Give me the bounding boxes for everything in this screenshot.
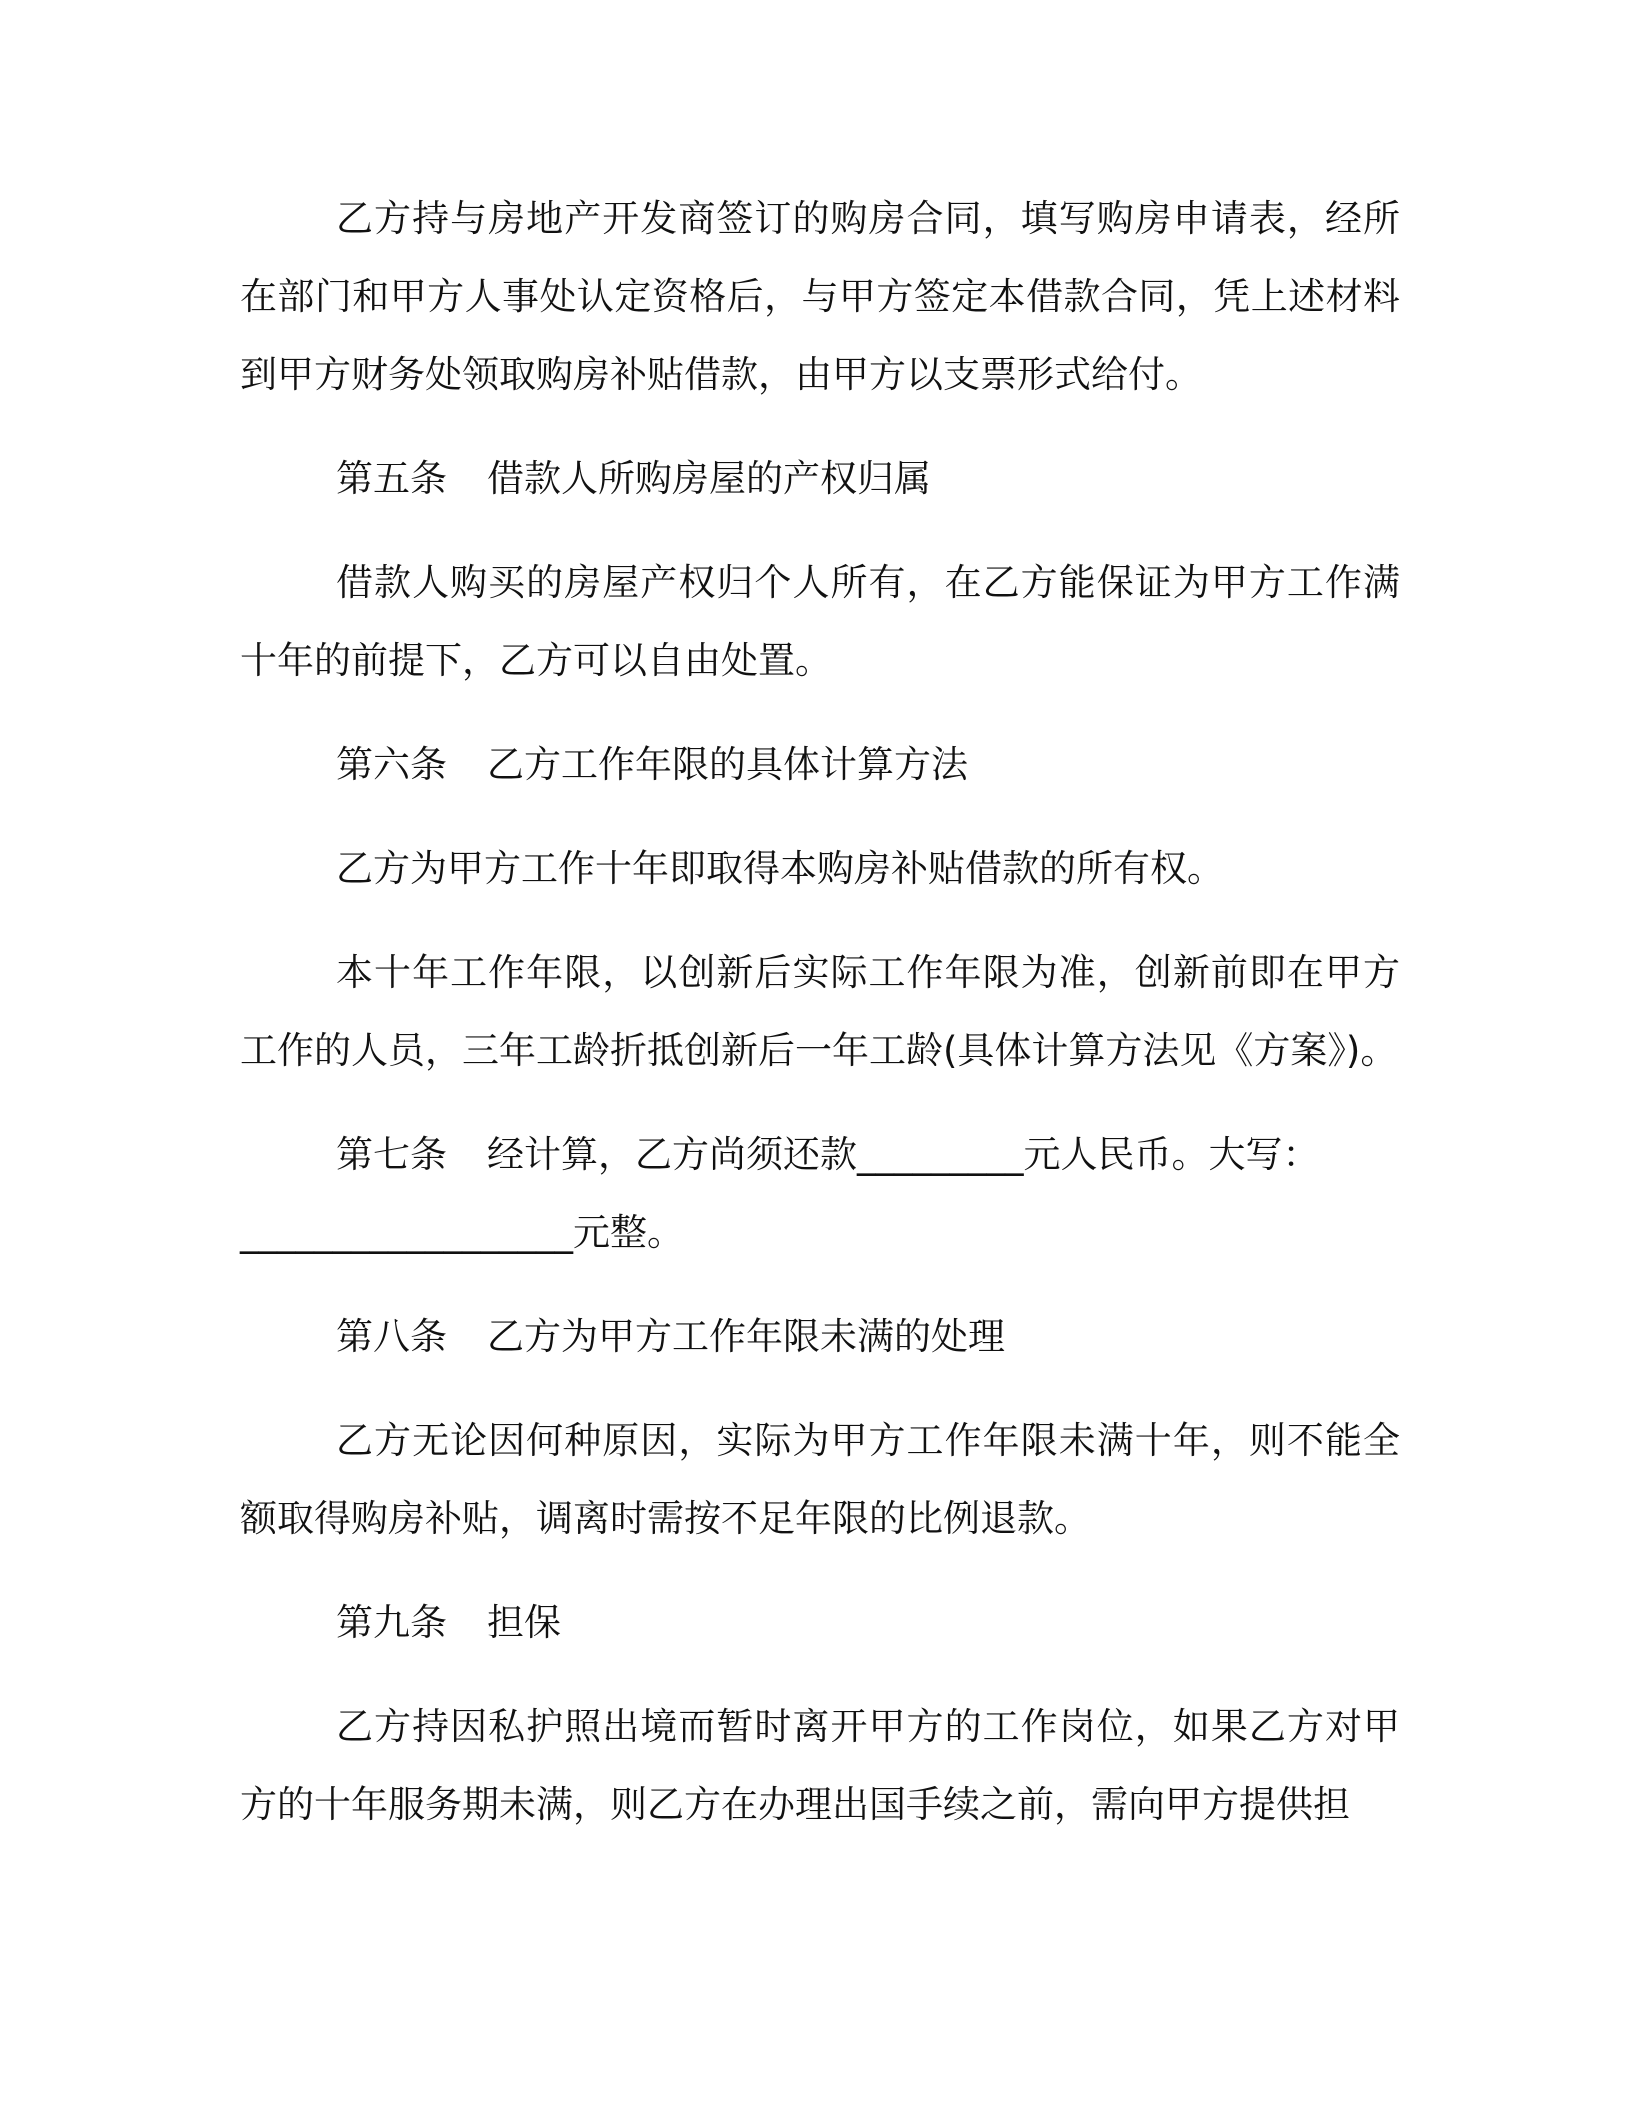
paragraph-work-years-calculation: 本十年工作年限，以创新后实际工作年限为准，创新前即在甲方工作的人员，三年工龄折抵创新后一年工龄(具体计算方法见《方案》)。: [240, 951, 1400, 1072]
article-5-heading: [240, 440, 1400, 518]
paragraph-application-procedure: 乙方持与房地产开发商签订的购房合同，填写购房申请表，经所在部门和甲方人事处认定资格后，与甲方签定本借款合同，凭上述材料到甲方财务处领取购房补贴借款，由甲方以支票形式给付。: [240, 197, 1400, 396]
paragraph-refund-rule: 乙方无论因何种原因，实际为甲方工作年限未满十年，则不能全额取得购房补贴，调离时需按不足年限的比例退款。: [240, 1419, 1400, 1540]
repayment-amount-blank: _________: [857, 1133, 1024, 1176]
paragraph-guarantee: 乙方持因私护照出境而暂时离开甲方的工作岗位，如果乙方对甲方的十年服务期未满，则乙方在办理出国手续之前，需向甲方提供担: [240, 1705, 1400, 1826]
article-title: 乙方工作年限的具体计算方法: [487, 743, 968, 786]
article-number: 第八条: [336, 1315, 447, 1358]
article-number: 第六条: [336, 743, 447, 786]
article-title: 借款人所购房屋的产权归属: [487, 457, 931, 500]
article-number: 第五条: [336, 457, 447, 500]
paragraph-ten-years-ownership: 乙方为甲方工作十年即取得本购房补贴借款的所有权。: [336, 847, 1224, 890]
repayment-text-before: 经计算，乙方尚须还款: [487, 1133, 857, 1176]
repayment-text-middle: 元人民币。大写：: [1023, 1133, 1320, 1176]
article-title: 担保: [487, 1601, 561, 1644]
article-8-heading: [240, 1298, 1400, 1376]
article-9-heading: [240, 1584, 1400, 1662]
article-6-heading: [240, 726, 1400, 804]
article-7-paragraph: [240, 1116, 1400, 1272]
repayment-capital-blank: __________________: [240, 1211, 573, 1254]
article-number: 第九条: [336, 1601, 447, 1644]
article-number: 第七条: [336, 1133, 447, 1176]
paragraph-property-ownership: 借款人购买的房屋产权归个人所有，在乙方能保证为甲方工作满十年的前提下，乙方可以自由处置。: [240, 561, 1400, 682]
repayment-text-after: 元整。: [573, 1211, 684, 1254]
article-title: 乙方为甲方工作年限未满的处理: [487, 1315, 1005, 1358]
document-body: [240, 180, 1400, 1870]
